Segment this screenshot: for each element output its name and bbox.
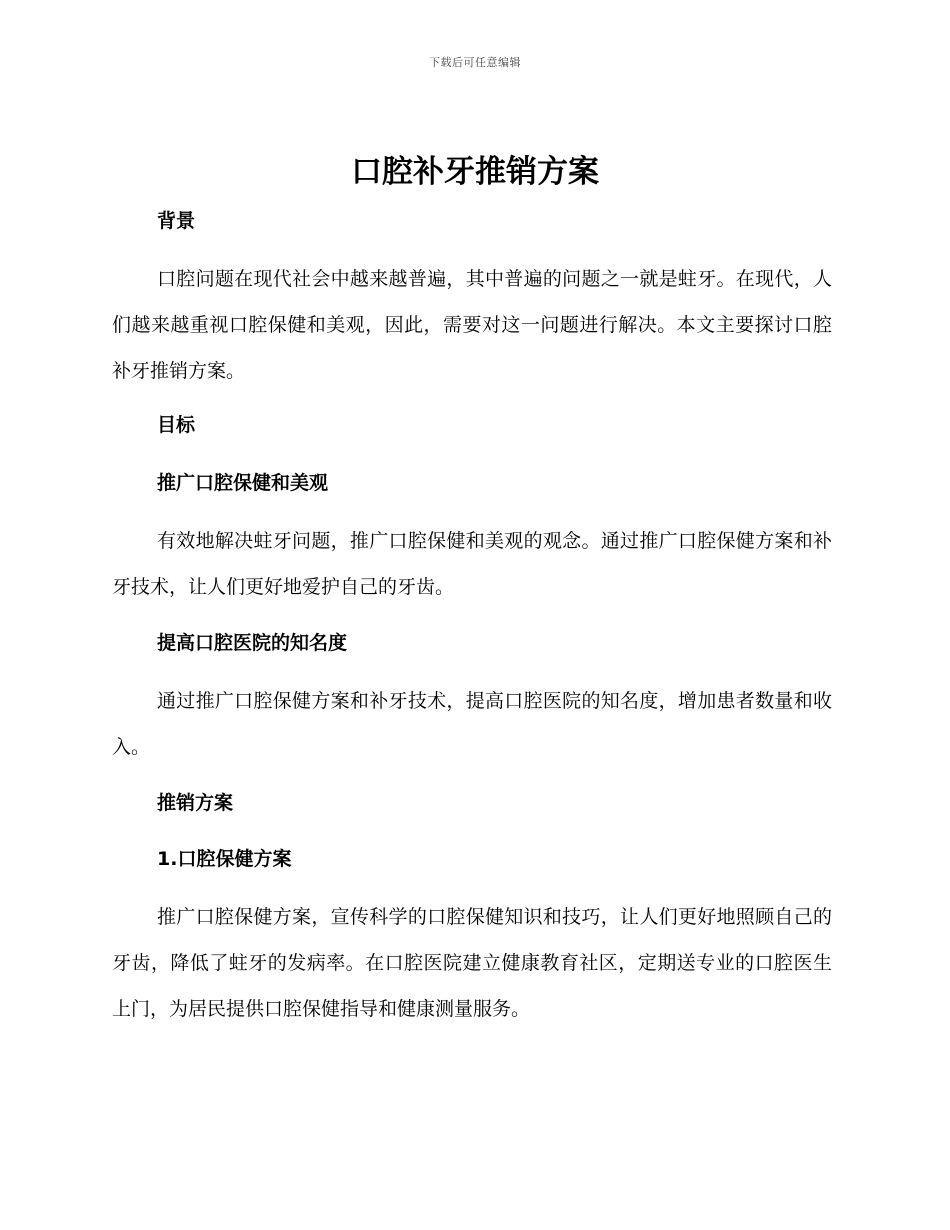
heading-goal: 目标 (157, 414, 196, 436)
heading-plan: 推销方案 (157, 792, 234, 814)
paragraph-background: 口腔问题在现代社会中越来越普遍，其中普遍的问题之一就是蛀牙。在现代，人们越来越重视口腔保健和美观，因此，需要对这一问题进行解决。本文主要探讨口腔补牙推销方案。 (112, 268, 832, 382)
heading-goal-promote: 推广口腔保健和美观 (157, 472, 329, 494)
page-header: 下载后可任意编辑 (429, 56, 521, 69)
heading-background: 背景 (157, 210, 196, 232)
paragraph-goal-awareness: 通过推广口腔保健方案和补牙技术，提高口腔医院的知名度，增加患者数量和收入。 (112, 690, 832, 758)
heading-plan-care: 1.口腔保健方案 (157, 848, 292, 870)
heading-goal-awareness: 提高口腔医院的知名度 (157, 632, 348, 654)
paragraph-goal-promote: 有效地解决蛀牙问题，推广口腔保健和美观的观念。通过推广口腔保健方案和补牙技术，让人们更好地爱护自己的牙齿。 (112, 530, 832, 598)
document-title: 口腔补牙推销方案 (351, 154, 599, 190)
paragraph-plan-care: 推广口腔保健方案，宣传科学的口腔保健知识和技巧，让人们更好地照顾自己的牙齿，降低了蛀牙的发病率。在口腔医院建立健康教育社区，定期送专业的口腔医生上门，为居民提供口腔保健指导和健康测量服务。 (112, 906, 832, 1020)
